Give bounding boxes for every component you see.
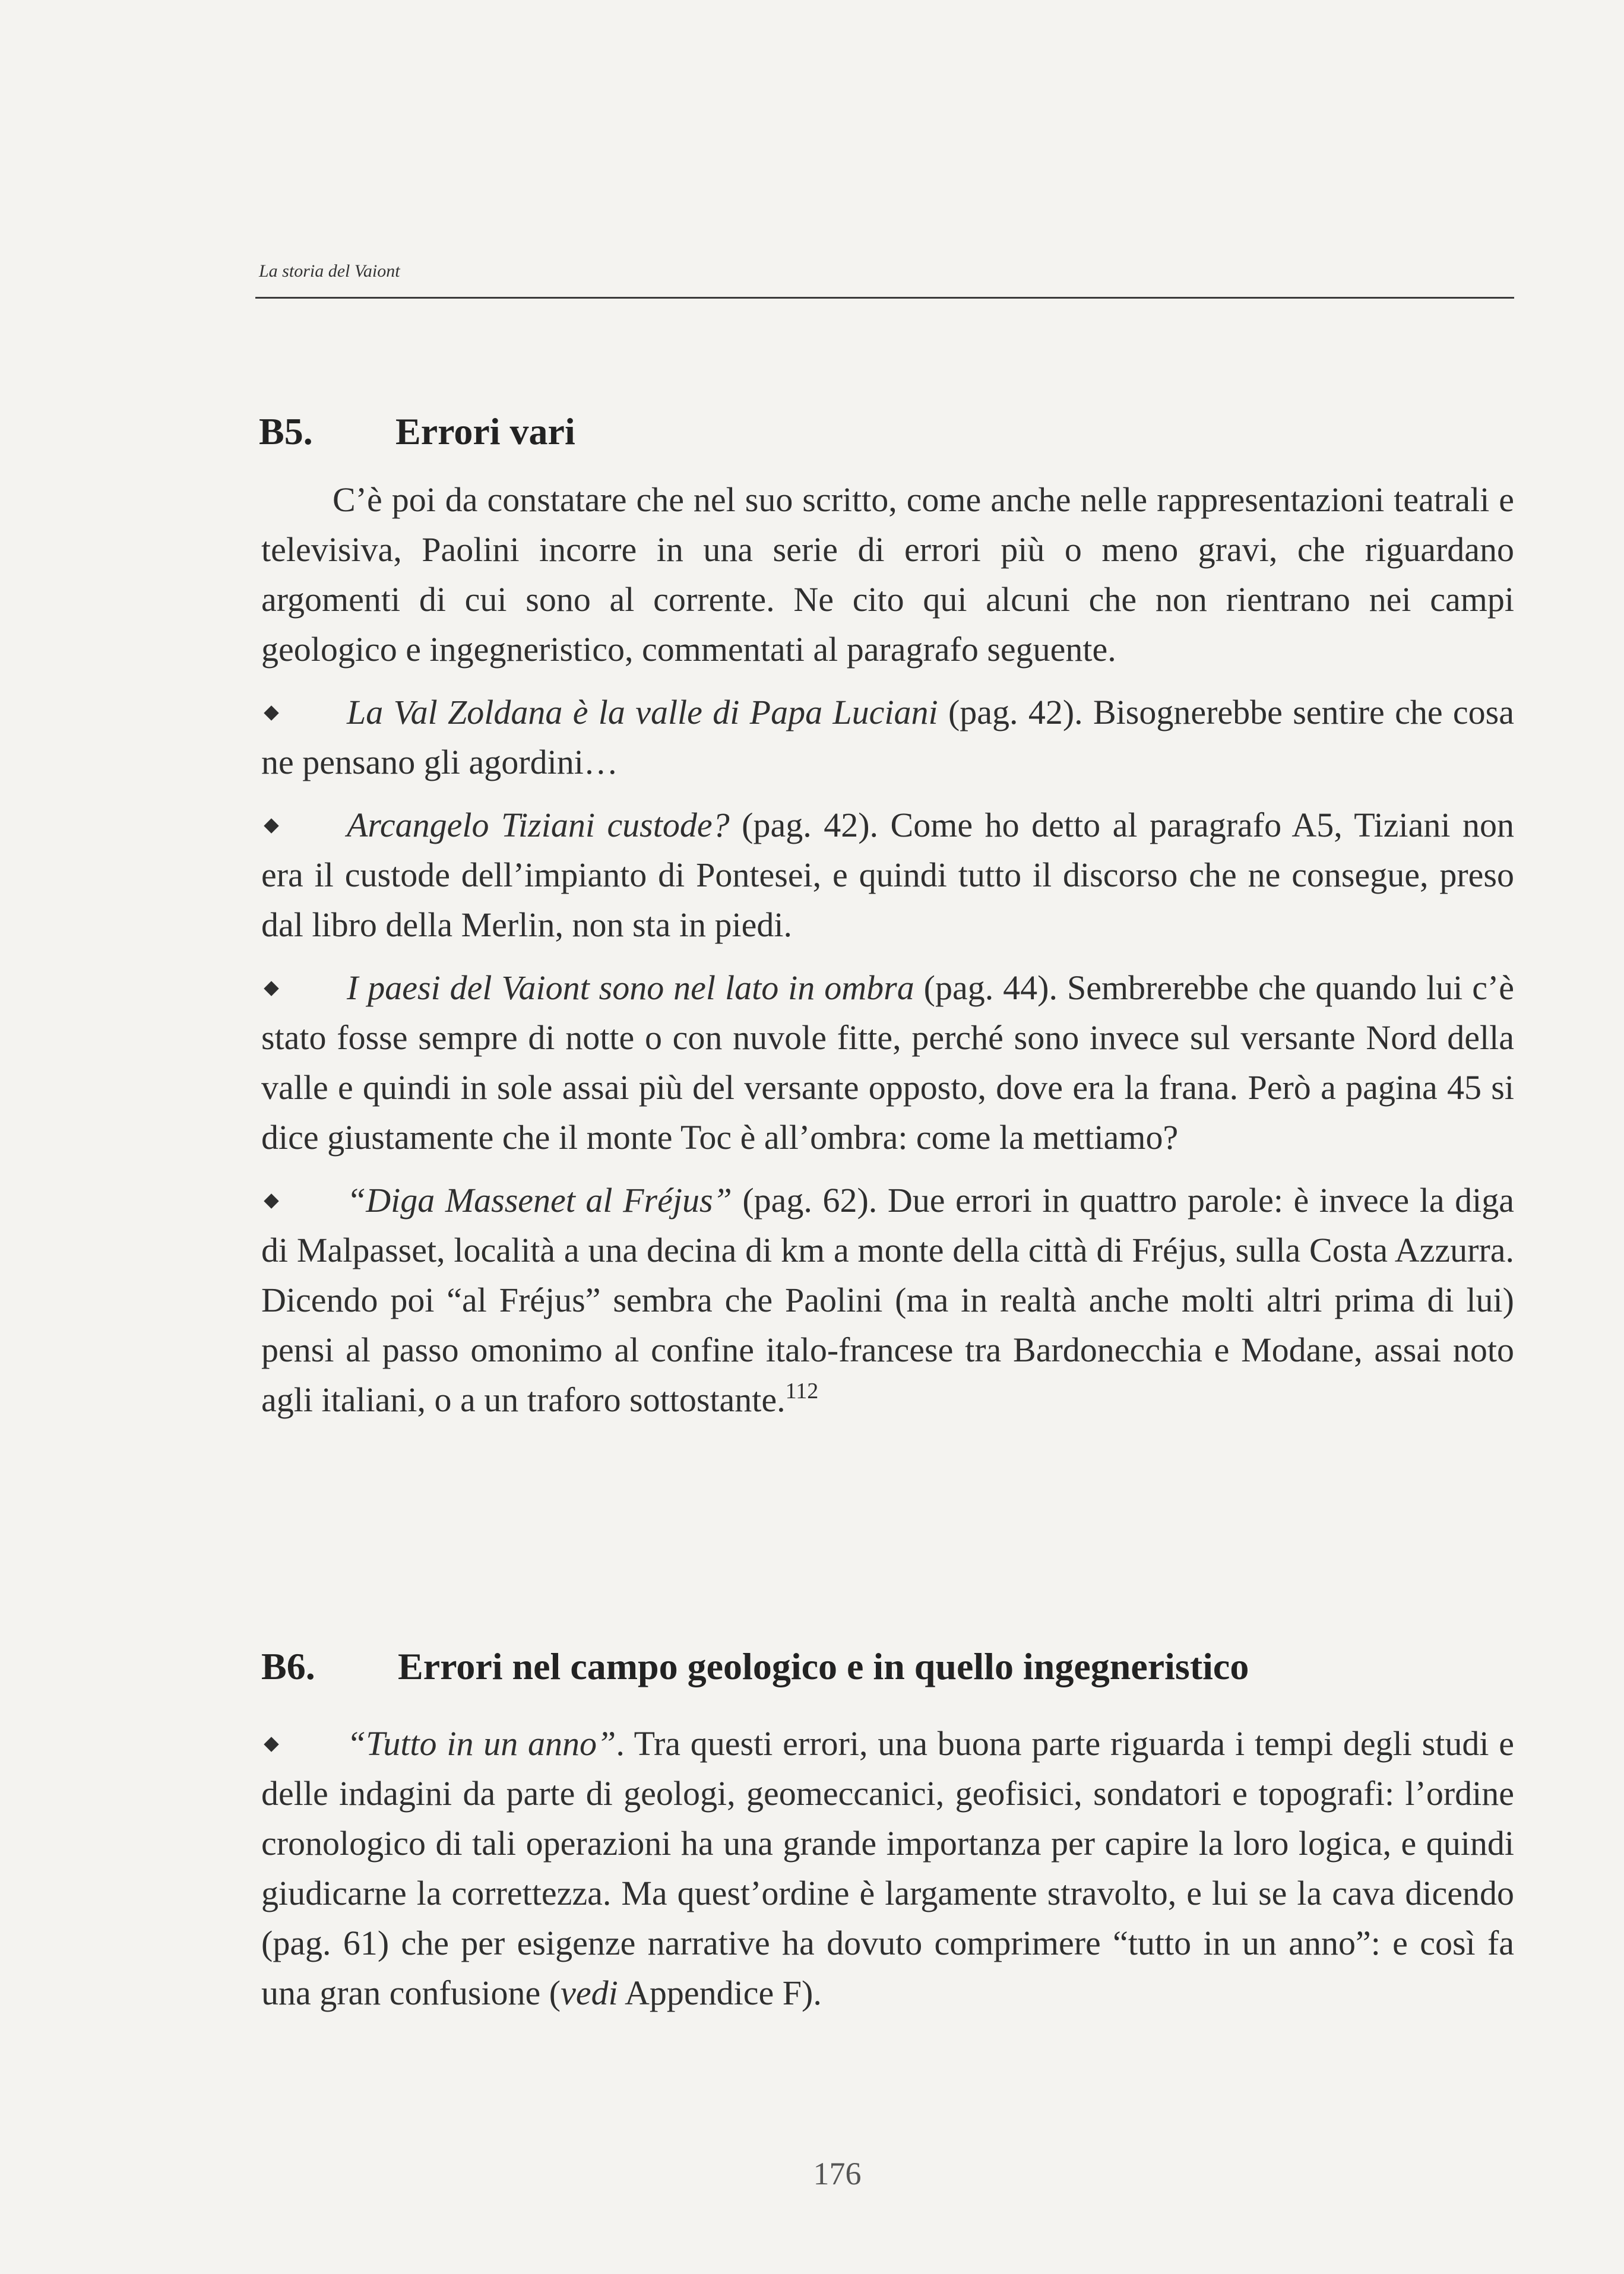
item-text: (pag. 62). Due errori in quattro parole: è invece la diga di Malpasset, località a una decina di km a monte della città di Fréjus, sulla Costa Azzurra. Dicendo poi “al Fréjus” sembra che Paolini (ma in realtà anche molti altri prima di lui) pensi al passo omonimo al confine italo-francese tra Bardonecchia e Modane, assai noto agli italiani, o a un traforo sottostante. <box>261 1181 1514 1419</box>
list-item <box>261 688 1514 787</box>
footnote-marker: 112 <box>785 1379 819 1404</box>
section-number: B5. <box>259 410 313 452</box>
item-vedi: vedi <box>561 1974 618 2012</box>
diamond-bullet-icon <box>264 705 278 720</box>
header-rule <box>255 297 1514 299</box>
item-text: . Tra questi errori, una buona parte riguarda i tempi degli studi e delle indagini da parte di geologi, geomeccanici, geofisici, sondatori e topografi: l’ordine cronologico di tali operazioni ha una grande importanza per capire la loro logica, e quindi giudicarne la correttezza. Ma quest’ordine è largamente stravolto, e lui se la cava dicendo (pag. 61) che per esigenze narrative ha dovuto comprimere “tutto in un anno”: e così fa una gran confusione ( <box>261 1724 1514 2012</box>
item-text: (pag. 42). Bisognerebbe sentire che cosa ne pensano gli agordini… <box>261 693 1514 781</box>
item-text: (pag. 42). Come ho detto al paragrafo A5, Tiziani non era il custode dell’impianto di Pontesei, e quindi tutto il discorso che ne consegue, preso dal libro della Merlin, non sta in piedi. <box>261 806 1515 944</box>
item-quote: I paesi del Vaiont sono nel lato in ombra <box>347 968 914 1007</box>
item-text-end: Appendice F). <box>618 1974 822 2012</box>
page-number: 176 <box>813 2156 862 2191</box>
diamond-bullet-icon <box>264 1193 278 1208</box>
section-number: B6. <box>261 1645 315 1687</box>
list-item <box>261 1176 1514 1425</box>
item-quote: “Diga Massenet al Fréjus” <box>347 1181 732 1220</box>
diamond-bullet-icon <box>264 981 278 996</box>
diamond-bullet-icon <box>264 818 278 833</box>
section-heading-b6 <box>261 1645 1249 1689</box>
section-heading-b5 <box>259 410 575 454</box>
section-title: Errori vari <box>395 410 575 452</box>
section-b5-body <box>261 475 1514 1425</box>
list-item <box>261 963 1514 1163</box>
item-quote: “Tutto in un anno” <box>347 1724 616 1763</box>
intro-paragraph: C’è poi da constatare che nel suo scritto, come anche nelle rappresentazioni teatrali e televisiva, Paolini incorre in una serie di errori più o meno gravi, che riguardano argomenti di cui sono al corrente. Ne cito qui alcuni che non rientrano nei campi geologico e ingegneristico, commentati al paragrafo seguente. <box>261 480 1514 669</box>
item-quote: Arcangelo Tiziani custode? <box>347 806 730 844</box>
section-title: Errori nel campo geologico e in quello ingegneristico <box>398 1645 1249 1687</box>
running-header: La storia del Vaiont <box>259 261 400 281</box>
diamond-bullet-icon <box>264 1737 278 1752</box>
item-text: (pag. 44). Sembrerebbe che quando lui c’è stato fosse sempre di notte o con nuvole fitte, perché sono invece sul versante Nord della valle e quindi in sole assai più del versante opposto, dove era la frana. Però a pagina 45 si dice giustamente che il monte Toc è all’ombra: come la mettiamo? <box>261 968 1514 1157</box>
list-item <box>261 800 1514 950</box>
list-item <box>261 1719 1514 2018</box>
section-b6-body <box>261 1719 1514 2018</box>
item-quote: La Val Zoldana è la valle di Papa Luciani <box>347 693 938 731</box>
